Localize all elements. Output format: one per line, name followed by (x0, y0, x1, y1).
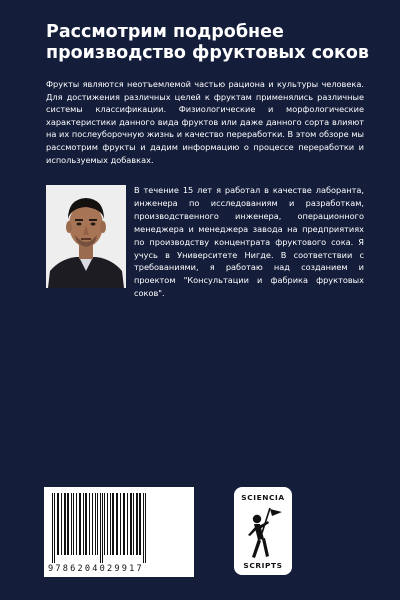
author-bio: В течение 15 лет я работал в качестве лаборанта, инженера по исследованиям и разработкам, производственного инженера, операционного менеджера и менеджера завода на предприятиях по производству концентрата фруктового сока. Я учусь в Университете Нигде. В соответствии с требованиями, я работаю над созданием и проектом "Консультации и фабрика фруктовых соков". (134, 185, 364, 299)
publisher-logo (234, 487, 292, 575)
book-summary: Фрукты являются неотъемлемой частью рациона и культуры человека. Для достижения различных целей к фруктам применялись различные системы классификации. Физиологические и морфологические характеристики данного вида фруктов или даже данного сорта влияют на их послеуборочную жизнь и качество переработки. В этом обзоре мы рассмотрим фрукты и дадим информацию о процессе переработки и используемых добавках. (46, 79, 364, 165)
publisher-logo-top: SCIENCIA (241, 493, 285, 502)
author-photo (46, 185, 126, 288)
isbn-barcode (44, 487, 194, 577)
barcode-bars (49, 493, 189, 563)
publisher-logo-bottom: SCRIPTS (243, 561, 283, 570)
cover-title (46, 22, 376, 64)
cover-title-line-2: производство фруктовых соков (46, 43, 369, 63)
isbn-number: 9786204029917 (48, 564, 144, 574)
scientist-figure-icon (242, 505, 284, 561)
cover-title-line-1: Рассмотрим подробнее (46, 22, 284, 42)
